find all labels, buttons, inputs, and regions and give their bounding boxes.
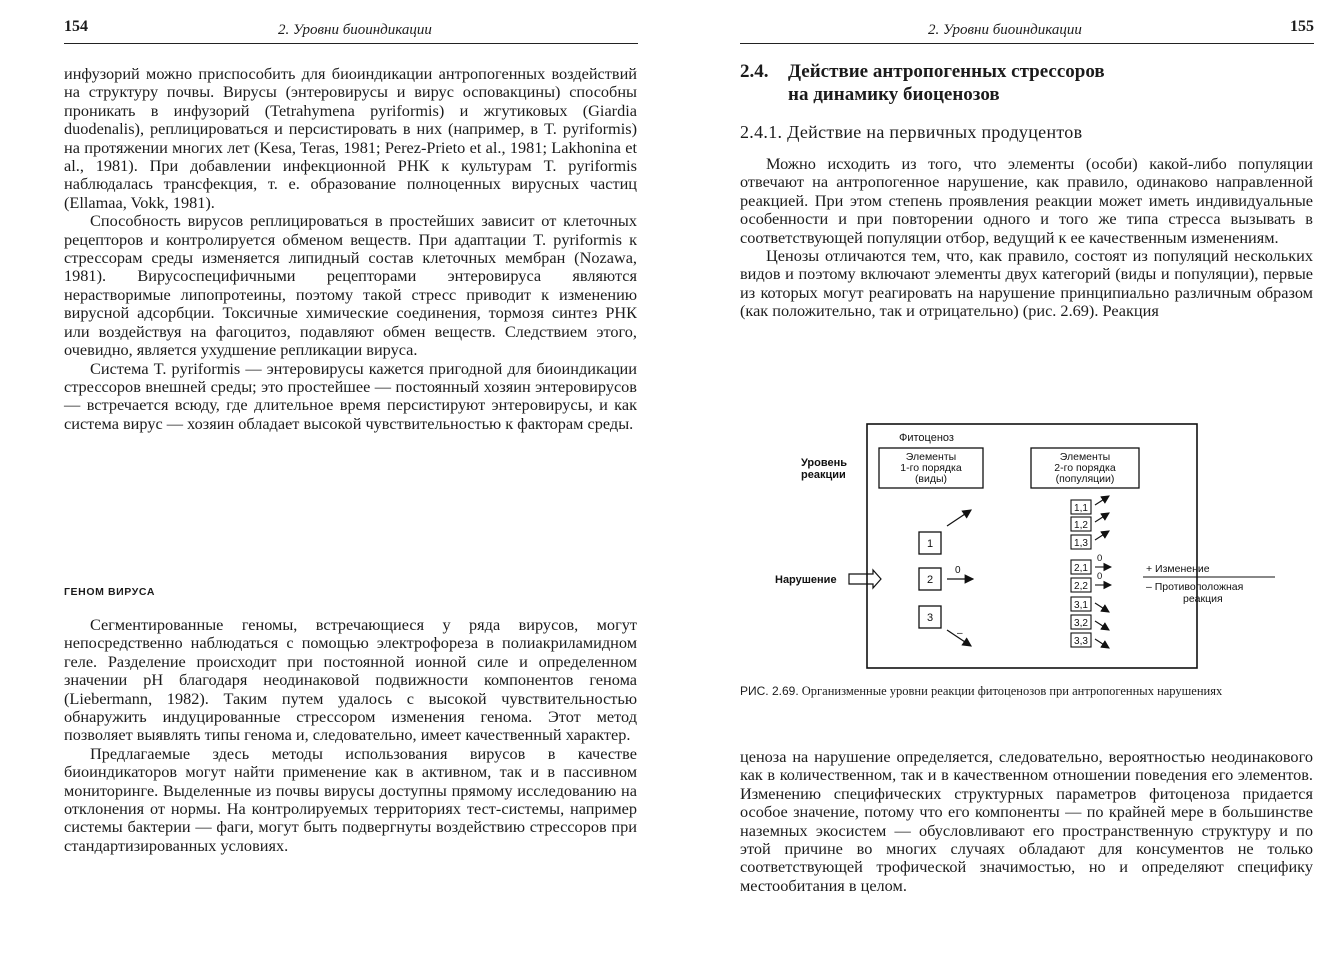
left-body-bottom xyxy=(64,616,637,855)
species-box-3 xyxy=(919,606,941,628)
population-box-3-1 xyxy=(1071,597,1091,611)
population-3-3-arrow xyxy=(1095,639,1109,648)
disturbance-label: Нарушение xyxy=(775,574,837,586)
right-paragraph-1: Можно исходить из того, что элементы (особи) какой-либо популяции отвечают на антропогенное нарушение, как правило, одинаково направленной реакцией. При этом степень проявления реакции может иметь индивидуальные особенности и при повторении одного и того же типа стресса вызывать в соответствующей популяции отбор, ведущий к ее качественным изменениям. xyxy=(740,154,1313,247)
section-number: 2.4. xyxy=(740,61,769,82)
population-box-1-1 xyxy=(1071,500,1091,514)
elements1-line3: (виды) xyxy=(914,473,948,485)
svg-text:1,3: 1,3 xyxy=(1074,538,1088,549)
section-heading-virus-genome: ГЕНОМ ВИРУСА xyxy=(64,586,155,598)
svg-text:1,1: 1,1 xyxy=(1074,503,1088,514)
svg-text:3: 3 xyxy=(926,612,934,624)
population-box-3-2 xyxy=(1071,615,1091,629)
left-paragraph-1: инфузорий можно приспособить для биоиндикации антропогенных воздействий на структуру почвы. Вирусы (энтеровирусы и вирус осповакцины) способны проникать в инфузорий (Tetrahymena pyriformis) и жгутиковых (Giardia duodenalis), реплицироваться и персистировать в них (например, в T. pyriformis) на протяжении многих лет (Kesa, Teras, 1981; Perez-Prieto et al., 1981; Lakhonina et al., 1981). При добавлении инфекционной РНК к культурам T. pyriformis наблюдалась трансфекция, т. е. образование полноценных вирусных частиц (Ellamaa, Vokk, 1981). xyxy=(64,64,637,212)
right-header-rule xyxy=(740,43,1314,44)
population-3-2-arrow xyxy=(1095,621,1109,630)
species-2-zero: 0 xyxy=(955,565,961,576)
svg-text:2,1: 2,1 xyxy=(1074,563,1088,574)
svg-text:1: 1 xyxy=(926,538,934,550)
population-1-2-arrow xyxy=(1095,513,1109,522)
population-box-3-3 xyxy=(1071,633,1091,647)
right-running-head: 2. Уровни биоиндикации xyxy=(928,22,1082,38)
caption-label: РИС. 2.69. xyxy=(740,684,799,698)
figure-2-69 xyxy=(775,400,1315,680)
left-paragraph-3: Система T. pyriformis — энтеровирусы кажется пригодной для биоиндикации стрессоров внешней среды; это простейшее — постоянный хозяин энтеровирусов — встречается всюду, где длительное время персистируют энтеровирусы, и как система вирус — хозяин обладает высокой чувствительностью к факторам среды. xyxy=(64,358,637,433)
section-title-line1: Действие антропогенных стрессоров xyxy=(788,61,1105,82)
svg-text:3,3: 3,3 xyxy=(1074,636,1088,647)
left-paragraph-5: Предлагаемые здесь методы использования вирусов в качестве биоиндикаторов могут найти применение как в активном, так и в пассивном мониторинге. Выделенные из почвы вирусы доступны прямому исследованию на отклонения от нормы. На контролируемых территориях тест-системы, например системы бактерии — фаги, могут быть подвергнуты воздействию стрессоров при стандартизированных условиях. xyxy=(64,743,637,855)
svg-text:2: 2 xyxy=(926,574,934,586)
species-1-plus: + xyxy=(963,510,969,521)
svg-text:3,2: 3,2 xyxy=(1074,618,1088,629)
figure-caption xyxy=(740,683,1314,699)
right-body-bottom xyxy=(740,748,1313,895)
population-box-1-3 xyxy=(1071,535,1091,549)
species-box-1 xyxy=(919,532,941,554)
population-1-1-arrow xyxy=(1095,496,1109,505)
disturbance-arrow xyxy=(849,570,881,588)
left-header-rule xyxy=(64,43,638,44)
population-3-1-arrow xyxy=(1095,603,1109,612)
population-box-2-2 xyxy=(1071,578,1091,592)
svg-text:2,2: 2,2 xyxy=(1074,581,1088,592)
population-2-1-zero: 0 xyxy=(1097,553,1103,564)
elements1-line1: Элементы xyxy=(905,451,957,463)
population-1-3-arrow xyxy=(1095,531,1109,540)
svg-text:3,1: 3,1 xyxy=(1074,600,1088,611)
population-box-1-2 xyxy=(1071,517,1091,531)
left-page-number: 154 xyxy=(64,18,88,35)
right-paragraph-3: ценоза на нарушение определяется, следовательно, вероятностью неодинакового как в количественном, так и в качественном отношении поведения его элементов. Изменению специфических структурных параметров фитоценоза придается особое значение, потому что его компоненты — по крайней мере в большинстве наземных экосистем — обусловливают его пространственную структуру и по этой причине во многих случаях обладают для консументов не только соответствующей трофической значимостью, но и определяют специфику местообитания в целом. xyxy=(740,747,1313,895)
phytocenosis-label: Фитоценоз xyxy=(899,432,954,444)
right-running-header xyxy=(740,14,1314,44)
population-box-2-1 xyxy=(1071,560,1091,574)
species-3-minus: – xyxy=(957,628,963,639)
legend-plus-change: + Изменение xyxy=(1146,563,1210,575)
left-running-header xyxy=(64,14,638,44)
caption-text: Организменные уровни реакции фитоценозов при антропогенных нарушениях xyxy=(801,684,1223,698)
elements2-line1: Элементы xyxy=(1059,451,1111,463)
subsection-title: 2.4.1. Действие на первичных продуцентов xyxy=(740,122,1083,142)
species-box-2 xyxy=(919,568,941,590)
left-running-head: 2. Уровни биоиндикации xyxy=(278,22,432,38)
level-label-line1: Уровень xyxy=(801,457,848,469)
left-paragraph-2: Способность вирусов реплицироваться в простейших зависит от клеточных рецепторов и контролируется обменом веществ. При адаптации T. pyriformis к стрессорам среды изменяется липидный состав клеточных мембран (Nozawa, 1981). Вирусоспецифичными рецепторами энтеровируса являются нерастворимые липопротеины, поэтому такой стресс приводит к изменению вирусной адсорбции. Токсичные химические соединения, тормозя синтез РНК или воздействуя на фагоцитоз, подавляют обмен веществ. Следствием этого, очевидно, является ухудшение репликации вируса. xyxy=(64,211,637,360)
elements2-line3: (популяции) xyxy=(1055,473,1115,485)
level-label-line2: реакции xyxy=(801,469,846,481)
left-body-top xyxy=(64,65,637,433)
elements1-line2: 1-го порядка xyxy=(900,462,962,474)
legend-minus-line2: реакция xyxy=(1183,593,1223,605)
right-paragraph-2: Ценозы отличаются тем, что, как правило, состоят из популяций нескольких видов и поэтому включают элементы двух категорий (виды и популяции), первые из которых могут реагировать на нарушение принципиально различным образом (как положительно, так и отрицательно) (рис. 2.69). Реакция xyxy=(740,246,1313,321)
right-body-top xyxy=(740,155,1313,321)
elements2-line2: 2-го порядка xyxy=(1054,462,1116,474)
section-title-line2: на динамику биоценозов xyxy=(788,84,1000,105)
section-title xyxy=(740,60,1300,106)
left-paragraph-4: Сегментированные геномы, встречающиеся у ряда вирусов, могут непосредственно наблюдаться с помощью электрофореза в полиакриламидном геле. Разделение происходит при постоянной ионной силе и определенном значении pH благодаря неодинаковой подвижности компонентов генома (Liebermann, 1982). Таким путем удалось с высокой чувствительностью обнаружить индуцированные стрессором изменения генома. Этот метод позволяет выявлять типы генома и, следовательно, имеет качественный характер. xyxy=(64,615,637,745)
legend-minus-line1: – Противоположная xyxy=(1146,581,1244,593)
svg-text:1,2: 1,2 xyxy=(1074,520,1088,531)
population-2-2-zero: 0 xyxy=(1097,571,1103,582)
right-page-number: 155 xyxy=(1290,18,1314,35)
